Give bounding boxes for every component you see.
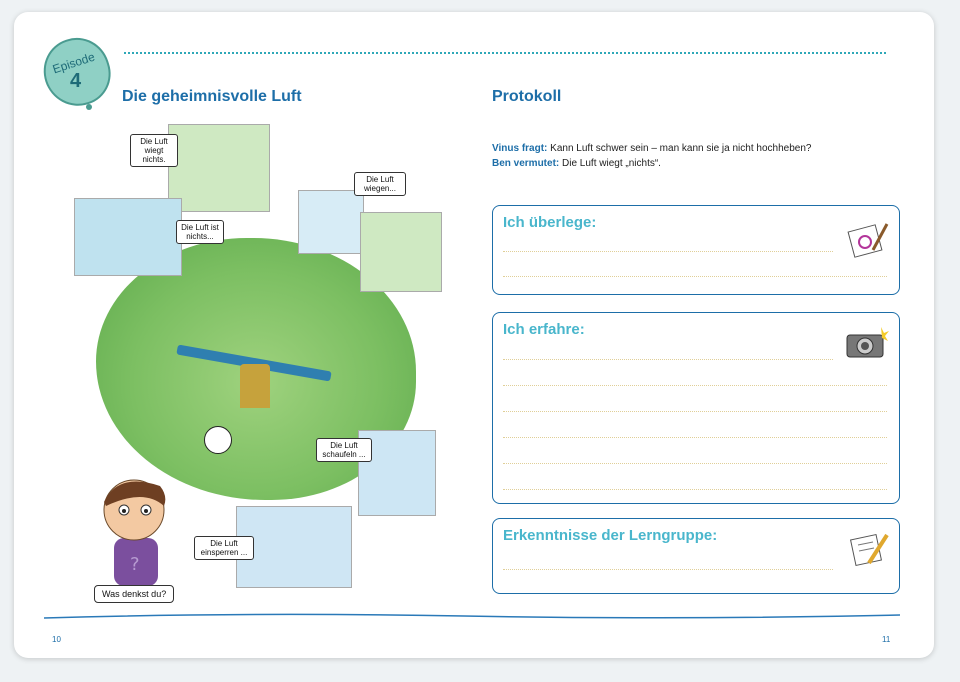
speech-bubble: Die Luft wiegt nichts.	[130, 134, 178, 167]
right-page-title: Protokoll	[492, 88, 562, 105]
thinking-boy-illustration	[88, 466, 182, 586]
vinus-label: Vinus fragt:	[492, 143, 548, 154]
ben-text: Die Luft wiegt „nichts“.	[559, 158, 661, 169]
comic-panel-scale	[168, 124, 270, 212]
question-box: Was denkst du?	[94, 585, 174, 603]
camera-icon	[845, 325, 889, 361]
left-page-title: Die geheimnisvolle Luft	[122, 88, 302, 105]
page-number-right: 11	[882, 635, 891, 644]
box-heading-ueberlege: Ich überlege:	[503, 214, 597, 231]
paintbrush-palette-icon	[847, 220, 891, 260]
page-number-left: 10	[52, 635, 61, 644]
box-ich-erfahre	[492, 312, 900, 504]
speech-bubble: Die Luft einsperren ...	[194, 536, 254, 560]
bottom-wave-line	[44, 610, 900, 622]
writing-line	[503, 437, 887, 438]
writing-line	[503, 489, 887, 490]
writing-line	[503, 569, 833, 570]
vinus-text: Kann Luft schwer sein – man kann sie ja nicht hochheben?	[547, 143, 812, 154]
top-dotted-line	[124, 52, 886, 54]
ben-label: Ben vermutet:	[492, 158, 560, 169]
writing-line	[503, 251, 833, 252]
pencil-note-icon	[849, 529, 891, 569]
episode-label: Episode	[50, 49, 97, 77]
writing-line	[503, 276, 887, 277]
speech-bubble: Die Luft ist nichts...	[176, 220, 224, 244]
episode-number: 4	[70, 70, 82, 92]
soccer-ball	[204, 426, 232, 454]
comic-panel-vinus	[74, 198, 182, 276]
box-heading-erfahre: Ich erfahre:	[503, 321, 585, 338]
vinus-question	[492, 143, 811, 154]
ben-hypothesis	[492, 158, 661, 169]
comic-panel-weigh	[298, 190, 364, 254]
writing-line	[503, 411, 887, 412]
svg-text:?: ?	[130, 554, 140, 575]
comic-panel-balance	[360, 212, 442, 292]
balloon-knot	[86, 104, 92, 110]
writing-line	[503, 463, 887, 464]
box-erkenntnisse	[492, 518, 900, 594]
writing-line	[503, 359, 833, 360]
box-ich-ueberlege	[492, 205, 900, 295]
speech-bubble: Die Luft wiegen...	[354, 172, 406, 196]
writing-line	[503, 385, 887, 386]
speech-bubble: Die Luft schaufeln ...	[316, 438, 372, 462]
box-heading-erkenntnisse: Erkenntnisse der Lerngruppe:	[503, 527, 718, 544]
seesaw-fulcrum	[240, 364, 270, 408]
